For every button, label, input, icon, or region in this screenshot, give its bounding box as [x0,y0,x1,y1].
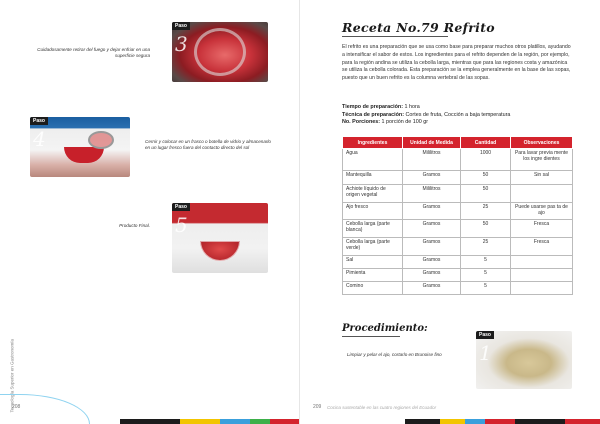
prep-time-label: Tiempo de preparación: [342,104,404,110]
cell-quantity: 1000 [461,149,511,171]
cell-unit: Gramos [403,238,461,256]
cell-unit: Gramos [403,256,461,269]
cell-quantity: 5 [461,269,511,282]
procedure-step-1-caption: Limpiar y pelar el ajo, cortarlo en Brunoise fino [347,352,442,357]
procedure-step-1-photo [476,331,572,389]
cell-unit: Gramos [403,203,461,220]
recipe-meta [342,104,574,127]
cell-observation: Sin sal [511,171,573,185]
cell-unit: Mililitros [403,185,461,203]
cell-ingredient: Agua [343,149,403,171]
table-row [343,203,573,220]
cell-ingredient: Achiote líquido de origen vegetal [343,185,403,203]
header-observations: Observaciones [511,137,573,149]
color-stripe-right [405,419,600,424]
page-number-right: 209 [313,404,322,410]
side-vertical-text: Tecnología Superior en Gastronomía [9,338,15,413]
table-row [343,282,573,295]
cell-ingredient: Cebolla larga (parte blanca) [343,220,403,238]
table-row [343,185,573,203]
cell-unit: Mililitros [403,149,461,171]
cell-unit: Gramos [403,171,461,185]
cell-observation [511,269,573,282]
procedure-title: Procedimiento: [342,323,428,334]
table-row [343,238,573,256]
step-4-photo [30,117,130,177]
footer-text: Cocina sustentable en las cuatro regiones del Ecuador [327,405,437,410]
table-row [343,220,573,238]
cell-observation: Para lavar previa mente los ingre dientes [511,149,573,171]
paso-label: Paso [476,331,494,339]
table-header-row [343,137,573,149]
cell-unit: Gramos [403,269,461,282]
glass-bowl [200,241,240,261]
title-underline [342,36,448,37]
recipe-title: Receta No.79 Refrito [342,20,495,35]
cell-ingredient: Mantequilla [343,171,403,185]
cell-ingredient: Ajo fresco [343,203,403,220]
cell-observation [511,185,573,203]
cell-ingredient: Pimienta [343,269,403,282]
header-ingredients: Ingredientes [343,137,403,149]
page-number-left: 208 [12,404,21,410]
portions-label: No. Porciones: [342,119,381,126]
paso-label: Paso [30,117,48,125]
technique-value: Cortes de fruta, Cocción a baja temperatura [405,111,511,118]
cell-ingredient: Comino [343,282,403,295]
cell-quantity: 50 [461,185,511,203]
table-row [343,171,573,185]
table-row [343,149,573,171]
cell-unit: Gramos [403,220,461,238]
color-stripe-left [120,419,300,424]
cell-unit: Gramos [403,282,461,295]
recipe-intro: El refrito es una preparación que se usa como base para preparar muchos otros platillos, ayudando a intensificar el sabor de estos. Los ingredientes para el refrito dependen de la región, por ejemplo, para la región andina se utiliza la cebolla larga, mientras que para las regiones costa y amazónica se utiliza la cebolla colorada. Esta preparación se la emplea generalmente en la base de las sopas, puesto que un buen refrito es la columna vertebral de las sopas. [342,44,571,82]
step-3-caption: Cuidadosamente retirar del fuego y dejar enfriar en una superficie segura [37,47,150,58]
header-unit: Unidad de Medida [403,137,461,149]
cell-observation [511,282,573,295]
pot-rim [194,28,246,76]
step-4-caption: Cernir y colocar en un frasco o botella de vidrio y almacenarlo en un lugar fresco fuera del contacto directo del sol [145,139,271,150]
strainer [88,131,114,149]
header-quantity: Cantidad [461,137,511,149]
step-number: 4 [33,127,46,151]
step-5-caption: Producto Final. [119,223,150,228]
procedure-underline [342,336,400,337]
step-number: 1 [479,341,492,365]
cell-quantity: 5 [461,282,511,295]
cell-quantity: 25 [461,238,511,256]
cell-quantity: 50 [461,171,511,185]
step-number: 5 [175,213,188,237]
red-bowl [64,147,104,163]
table-row [343,269,573,282]
cell-ingredient: Sal [343,256,403,269]
cell-quantity: 25 [461,203,511,220]
prep-time-value: 1 hora [404,104,420,110]
table-row [343,256,573,269]
cell-quantity: 5 [461,256,511,269]
paso-label: Paso [172,22,190,30]
step-5-photo [172,203,268,273]
cell-observation: Fresca [511,238,573,256]
step-3-photo [172,22,268,82]
ingredients-table [342,136,573,295]
technique-label: Técnica de preparación: [342,111,405,118]
cell-observation: Fresca [511,220,573,238]
cell-quantity: 50 [461,220,511,238]
cell-observation: Puede usarse pas ta de ajo [511,203,573,220]
cell-observation [511,256,573,269]
portions-value: 1 porción de 100 gr [381,119,428,126]
cell-ingredient: Cebolla larga (parte verde) [343,238,403,256]
paso-label: Paso [172,203,190,211]
step-number: 3 [175,32,188,56]
